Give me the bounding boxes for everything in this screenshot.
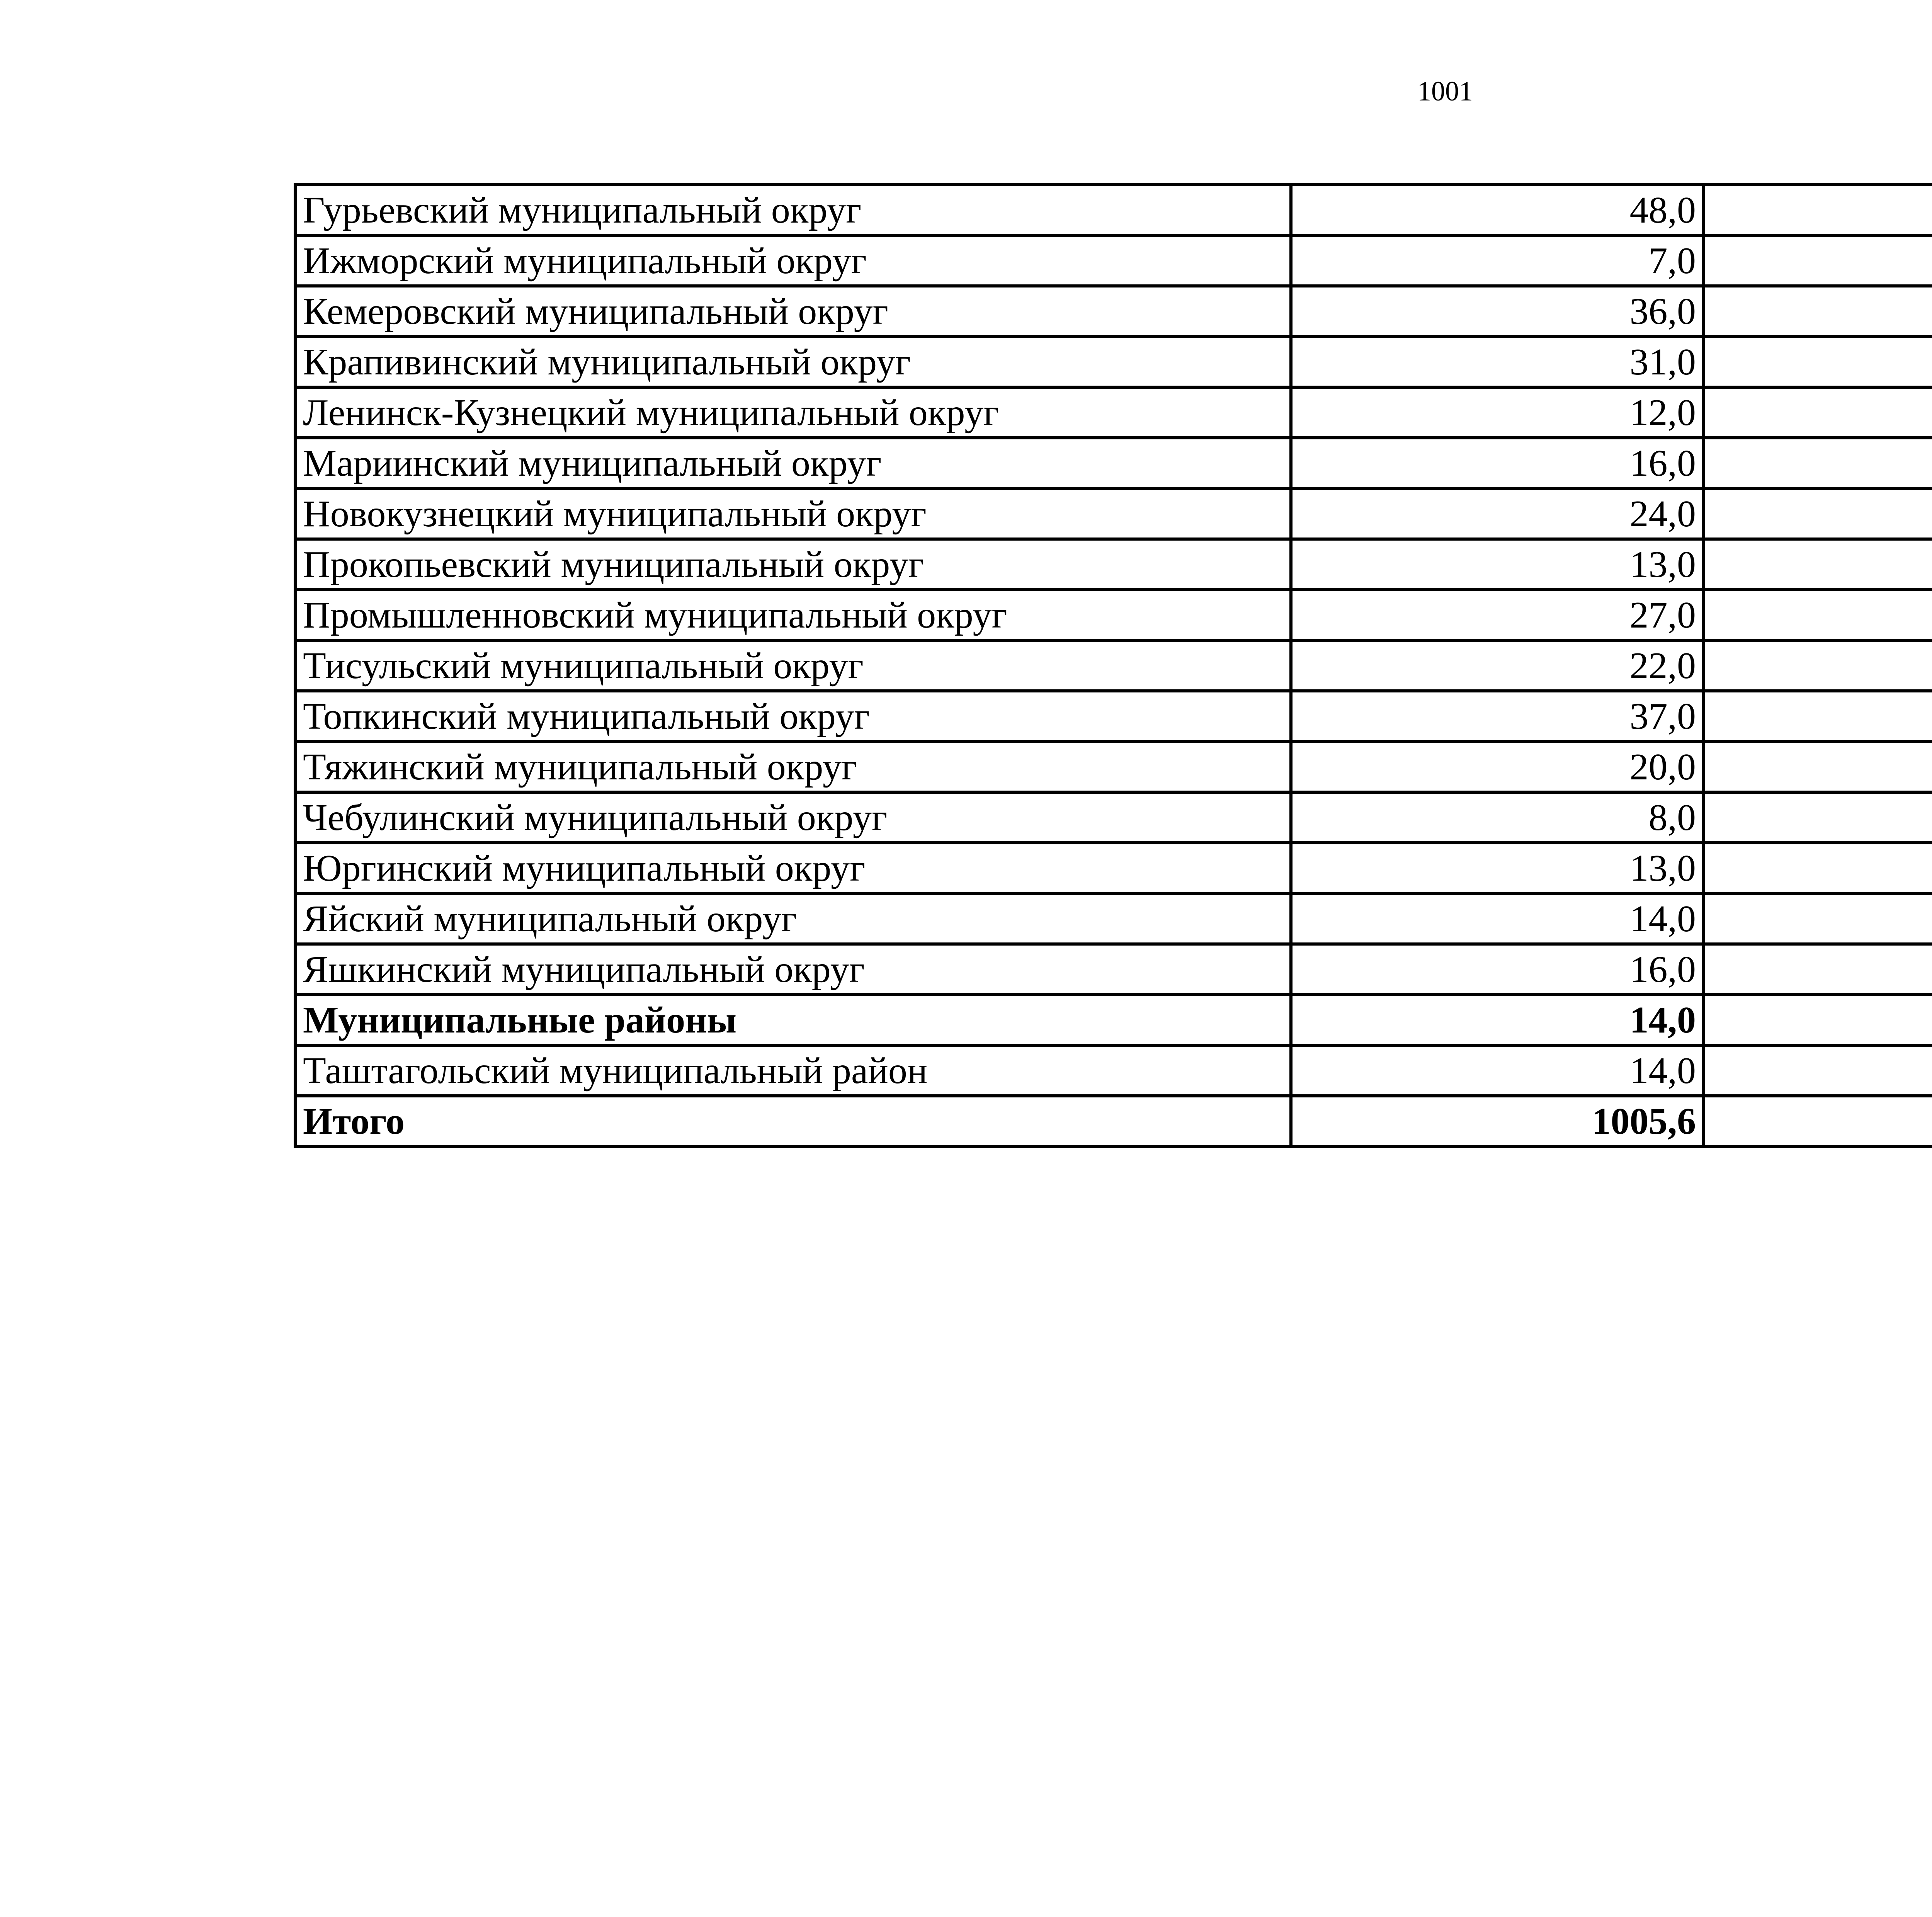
value-cell-1: 24,0 (1291, 488, 1704, 539)
value-cell-1: 36,0 (1291, 286, 1704, 337)
row-name-cell: Юргинский муниципальный округ (295, 843, 1291, 893)
table-body (295, 185, 1932, 1146)
value-cell-2 (1704, 843, 1932, 893)
value-cell-2 (1704, 893, 1932, 944)
table-row (295, 843, 1932, 893)
value-cell-2 (1704, 640, 1932, 691)
row-name-cell: Кемеровский муниципальный округ (295, 286, 1291, 337)
row-name-cell: Промышленновский муниципальный округ (295, 590, 1291, 640)
value-cell-1: 13,0 (1291, 843, 1704, 893)
table-row (295, 235, 1932, 286)
table-row (295, 590, 1932, 640)
value-cell-1: 20,0 (1291, 742, 1704, 792)
row-name-cell: Ленинск-Кузнецкий муниципальный округ (295, 387, 1291, 438)
value-cell-1: 14,0 (1291, 893, 1704, 944)
value-cell-1: 37,0 (1291, 691, 1704, 742)
value-cell-1: 7,0 (1291, 235, 1704, 286)
row-name-cell: Яйский муниципальный округ (295, 893, 1291, 944)
table-row (295, 792, 1932, 843)
row-name-cell: Тисульский муниципальный округ (295, 640, 1291, 691)
table-row (295, 539, 1932, 590)
data-table (294, 183, 1932, 1148)
value-cell-1: 48,0 (1291, 185, 1704, 235)
value-cell-2 (1704, 742, 1932, 792)
value-cell-1: 13,0 (1291, 539, 1704, 590)
table-row-summary (295, 995, 1932, 1045)
value-cell-1: 22,0 (1291, 640, 1704, 691)
row-name-cell: Яшкинский муниципальный округ (295, 944, 1291, 995)
row-name-cell: Крапивинский муниципальный округ (295, 337, 1291, 387)
row-name-cell: Итого (295, 1096, 1291, 1146)
table-row (295, 185, 1932, 235)
table-row (295, 1045, 1932, 1096)
value-cell-2 (1704, 438, 1932, 488)
value-cell-2 (1704, 1045, 1932, 1096)
row-name-cell: Муниципальные районы (295, 995, 1291, 1045)
table-row (295, 691, 1932, 742)
value-cell-2 (1704, 539, 1932, 590)
table-row (295, 337, 1932, 387)
value-cell-2 (1704, 1096, 1932, 1146)
value-cell-2 (1704, 944, 1932, 995)
table-row (295, 893, 1932, 944)
value-cell-1: 16,0 (1291, 438, 1704, 488)
row-name-cell: Топкинский муниципальный округ (295, 691, 1291, 742)
table-row (295, 488, 1932, 539)
value-cell-1: 14,0 (1291, 995, 1704, 1045)
value-cell-2 (1704, 995, 1932, 1045)
value-cell-2 (1704, 286, 1932, 337)
value-cell-2 (1704, 590, 1932, 640)
table-row (295, 640, 1932, 691)
value-cell-1: 14,0 (1291, 1045, 1704, 1096)
row-name-cell: Новокузнецкий муниципальный округ (295, 488, 1291, 539)
table-row (295, 944, 1932, 995)
value-cell-1: 12,0 (1291, 387, 1704, 438)
table-row (295, 387, 1932, 438)
value-cell-1: 16,0 (1291, 944, 1704, 995)
value-cell-2 (1704, 337, 1932, 387)
table-row (295, 438, 1932, 488)
row-name-cell: Прокопьевский муниципальный округ (295, 539, 1291, 590)
value-cell-1: 31,0 (1291, 337, 1704, 387)
page-number: 1001 (1417, 76, 1473, 107)
value-cell-2 (1704, 235, 1932, 286)
row-name-cell: Таштагольский муниципальный район (295, 1045, 1291, 1096)
value-cell-2 (1704, 488, 1932, 539)
value-cell-2 (1704, 185, 1932, 235)
value-cell-1: 1005,6 (1291, 1096, 1704, 1146)
value-cell-2 (1704, 691, 1932, 742)
row-name-cell: Мариинский муниципальный округ (295, 438, 1291, 488)
row-name-cell: Ижморский муниципальный округ (295, 235, 1291, 286)
value-cell-1: 8,0 (1291, 792, 1704, 843)
value-cell-2 (1704, 792, 1932, 843)
table-row-summary (295, 1096, 1932, 1146)
table-row (295, 286, 1932, 337)
value-cell-1: 27,0 (1291, 590, 1704, 640)
table-row (295, 742, 1932, 792)
row-name-cell: Чебулинский муниципальный округ (295, 792, 1291, 843)
value-cell-2 (1704, 387, 1932, 438)
row-name-cell: Гурьевский муниципальный округ (295, 185, 1291, 235)
row-name-cell: Тяжинский муниципальный округ (295, 742, 1291, 792)
